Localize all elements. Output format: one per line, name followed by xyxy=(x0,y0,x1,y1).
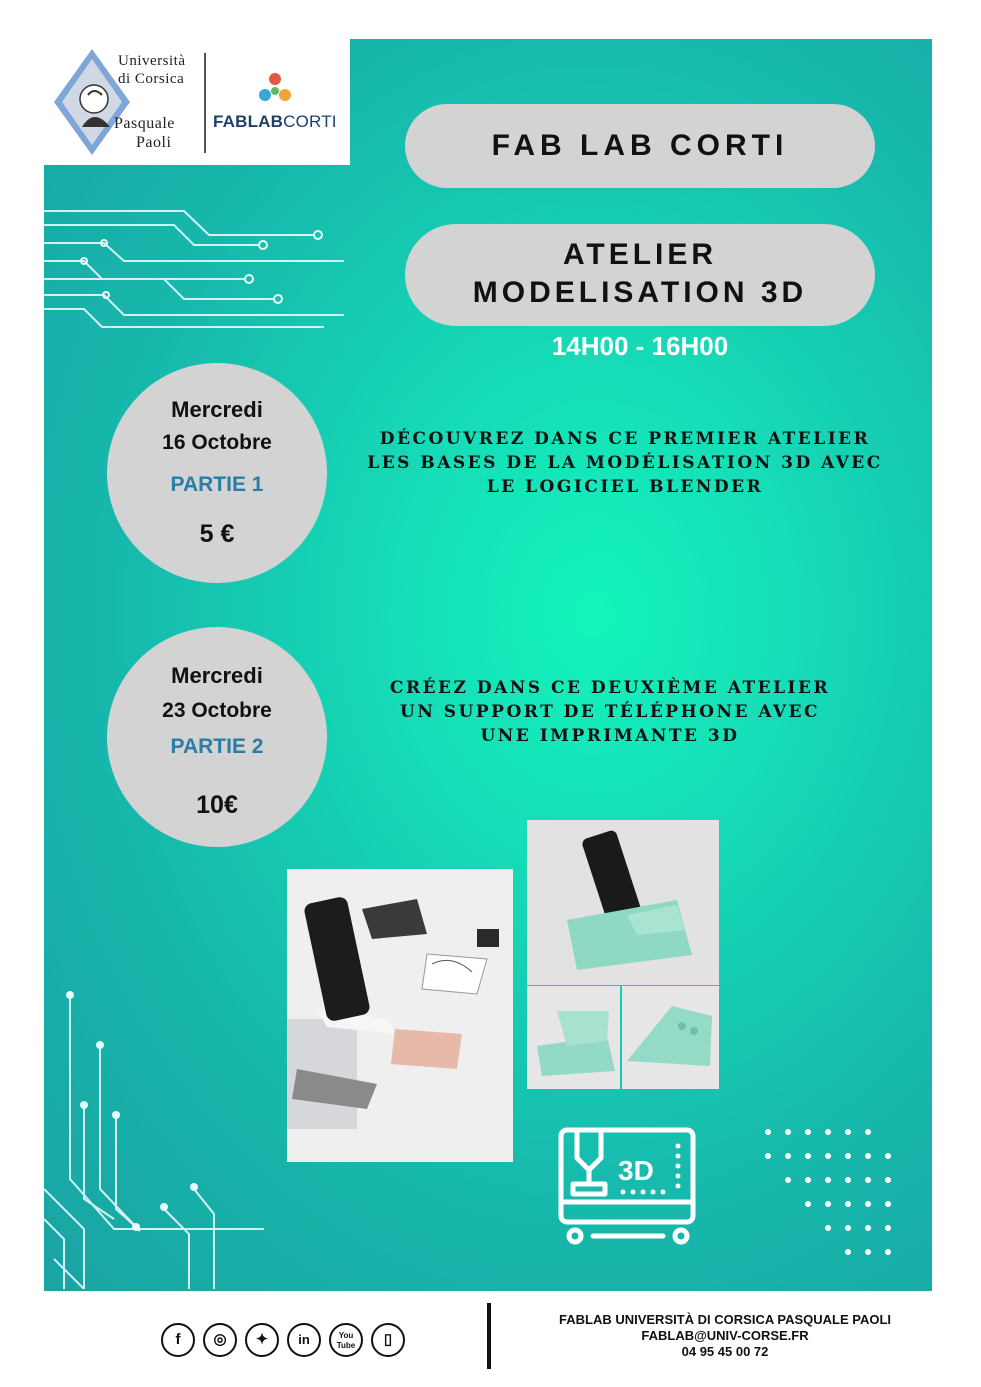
footer-contact xyxy=(510,1312,940,1360)
youtube-glyph-bottom: Tube xyxy=(336,1341,356,1350)
mint-stand-photo-main xyxy=(527,820,719,985)
phone-icon[interactable] xyxy=(371,1323,405,1357)
3d-icon-label: 3D xyxy=(618,1155,654,1186)
phone-stands-photo xyxy=(287,869,513,1162)
session-2-desc-line3: UNE IMPRIMANTE 3D xyxy=(480,726,740,746)
footer-organization: FABLAB UNIVERSITÀ DI CORSICA PASQUALE PAOLI xyxy=(559,1312,891,1327)
dot-grid-decoration xyxy=(758,1122,898,1272)
circuit-decoration-bottom xyxy=(44,969,264,1289)
linkedin-glyph: in xyxy=(298,1332,310,1347)
session-2-description xyxy=(330,676,890,748)
fablab-wordmark-light: CORTI xyxy=(283,112,337,131)
title-pill xyxy=(405,104,875,188)
footer-phone[interactable]: 04 95 45 00 72 xyxy=(681,1344,769,1359)
logo-divider xyxy=(204,53,206,153)
session-1-day: Mercredi xyxy=(171,397,263,422)
facebook-glyph: f xyxy=(175,1331,181,1348)
footer-divider xyxy=(487,1303,491,1369)
mint-stand-photo-side xyxy=(527,986,620,1089)
fablab-corti-wordmark xyxy=(213,112,337,132)
logo-box xyxy=(44,39,350,165)
circuit-decoration-top xyxy=(44,199,364,339)
session-2-desc-line1: CRÉEZ DANS CE DEUXIÈME ATELIER xyxy=(389,678,831,698)
twitter-icon[interactable] xyxy=(245,1323,279,1357)
session-1-description xyxy=(330,427,920,499)
instagram-glyph: ◎ xyxy=(213,1331,227,1348)
session-1-part: PARTIE 1 xyxy=(170,473,264,496)
fablab-logo-icon xyxy=(257,71,293,107)
fablab-wordmark-bold: FABLAB xyxy=(213,112,284,131)
youtube-glyph-top: You xyxy=(338,1331,354,1340)
phone-stands-illustration xyxy=(287,869,513,1162)
session-1-desc-line2: LES BASES DE LA MODÉLISATION 3D AVEC xyxy=(367,453,883,473)
subtitle-line1: ATELIER xyxy=(562,238,718,271)
mint-stand-illustration xyxy=(527,820,719,985)
page-title: FAB LAB CORTI xyxy=(491,129,789,162)
mint-stand-angle-illustration xyxy=(622,986,719,1089)
university-name-line1: Università xyxy=(118,53,186,69)
mint-stand-side-illustration xyxy=(527,986,620,1089)
university-name-line2: di Corsica xyxy=(118,71,185,87)
subtitle-pill xyxy=(405,224,875,326)
session-2-desc-line2: UN SUPPORT DE TÉLÉPHONE AVEC xyxy=(400,702,820,722)
session-2-day: Mercredi xyxy=(171,663,263,688)
session-2-price: 10€ xyxy=(196,791,238,819)
session-2-part: PARTIE 2 xyxy=(170,735,264,758)
twitter-glyph: ✦ xyxy=(255,1331,269,1348)
youtube-icon[interactable] xyxy=(329,1323,363,1357)
hours-label: 14H00 - 16H00 xyxy=(551,331,729,361)
session-1-price: 5 € xyxy=(199,520,235,548)
linkedin-icon[interactable] xyxy=(287,1323,321,1357)
phone-glyph: ▯ xyxy=(383,1331,393,1348)
mint-stand-photo-angle xyxy=(622,986,719,1089)
university-name-line3: Pasquale xyxy=(114,115,175,132)
university-name-line4: Paoli xyxy=(136,134,172,151)
session-1-desc-line1: DÉCOUVREZ DANS CE PREMIER ATELIER xyxy=(379,429,871,449)
session-1-circle xyxy=(107,363,327,583)
session-2-circle xyxy=(107,627,327,847)
footer-email[interactable]: FABLAB@UNIV-CORSE.FR xyxy=(641,1328,809,1343)
session-1-date: 16 Octobre xyxy=(162,431,272,454)
subtitle-line2: MODELISATION 3D xyxy=(472,276,808,309)
instagram-icon[interactable] xyxy=(203,1323,237,1357)
3d-printer-icon xyxy=(553,1118,703,1253)
session-1-desc-line3: LE LOGICIEL BLENDER xyxy=(486,477,764,497)
facebook-icon[interactable] xyxy=(161,1323,195,1357)
session-2-date: 23 Octobre xyxy=(162,699,272,722)
